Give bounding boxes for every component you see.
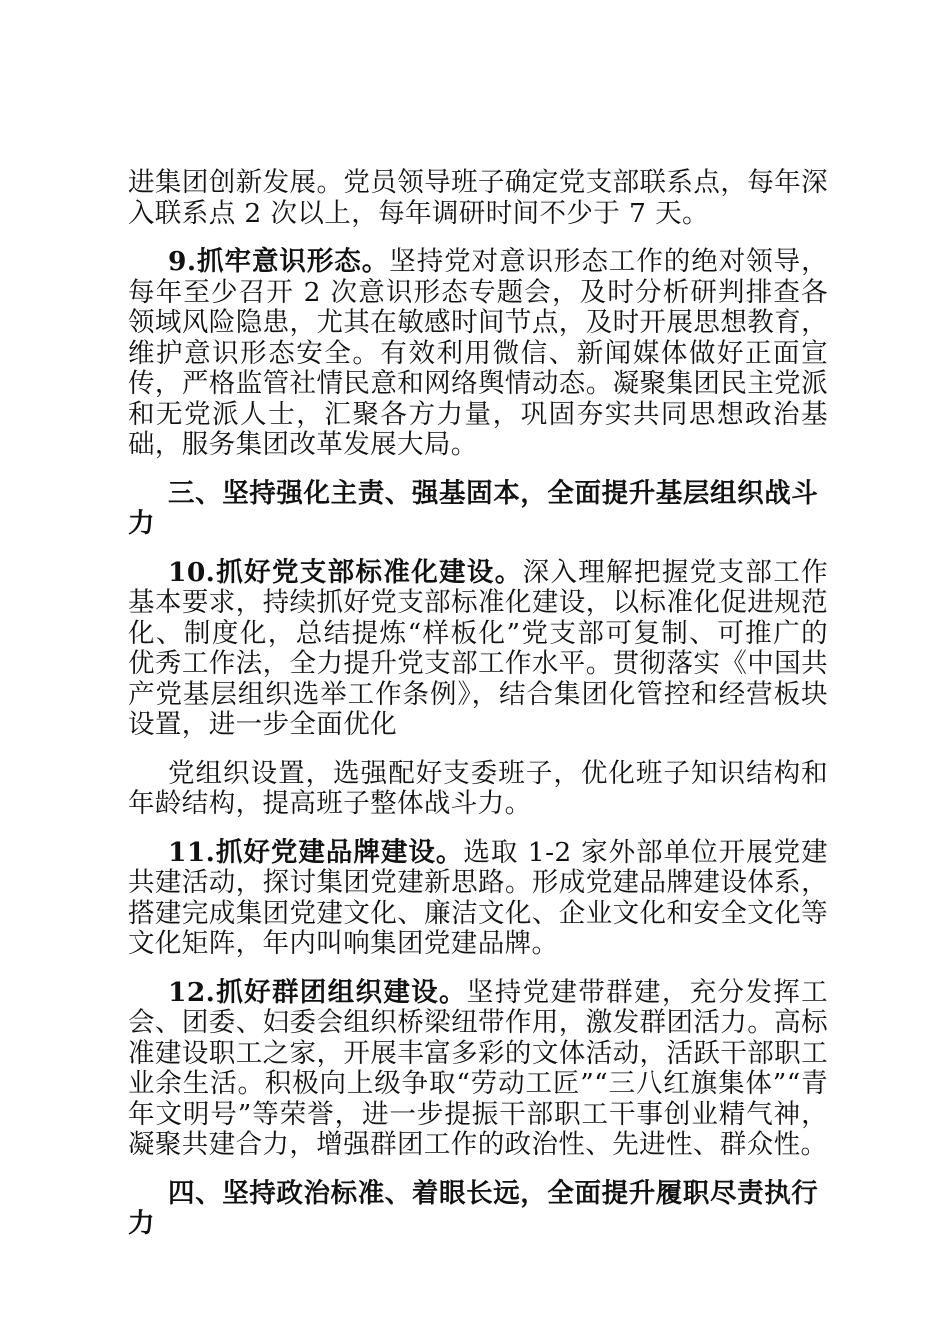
item-9-body: 坚持党对意识形态工作的绝对领导，每年至少召开 2 次意识形态专题会，及时分析研判排查各领域风险隐患，尤其在敏感时间节点，及时开展思想教育，维护意识形态安全。有效利用微信、新闻媒体做好正面宣传，严格监管社情民意和网络舆情动态。凝聚集团民主党派和无党派人士，汇聚各方力量，巩固夯实共同思想政治基础，服务集团改革发展大局。: [128, 246, 829, 460]
item-9-lead: 9.抓牢意识形态。: [168, 246, 390, 277]
continuation-paragraph: 党组织设置，选强配好支委班子，优化班子知识结构和年龄结构，提高班子整体战斗力。: [128, 757, 828, 819]
item-11-lead: 11.抓好党建品牌建设。: [168, 836, 464, 868]
item-10-lead: 10.抓好党支部标准化建设。: [168, 556, 523, 588]
item-10-body: 深入理解把握党支部工作基本要求，持续抓好党支部标准化建设，以标准化促进规范化、制度化，总结提炼“样板化”党支部可复制、可推广的优秀工作法，全力提升党支部工作水平。贯彻落实《中国共产党基层组织选举工作条例》，结合集团化管控和经营板块设置，进一步全面优化: [128, 556, 829, 740]
item-10-paragraph: [128, 558, 828, 741]
item-12-lead: 12.抓好群团组织建设。: [168, 976, 467, 1008]
section-3-heading: 三、坚持强化主责、强基固本，全面提升基层组织战斗力: [128, 477, 819, 539]
section-4-heading: 四、坚持政治标准、着眼长远，全面提升履职尽责执行力: [128, 1177, 819, 1239]
document-page: [128, 168, 828, 1258]
item-9-paragraph: [128, 247, 828, 461]
item-11-body: 选取 1-2 家外部单位开展党建共建活动，探讨集团党建新思路。形成党建品牌建设体系，搭建完成集团党建文化、廉洁文化、企业文化和安全文化等文化矩阵，年内叫响集团党建品牌。: [128, 836, 828, 959]
intro-paragraph: 进集团创新发展。党员领导班子确定党支部联系点，每年深入联系点 2 次以上，每年调研时间不少于 7 天。: [128, 167, 828, 229]
item-11-paragraph: [128, 838, 828, 960]
item-12-paragraph: [128, 978, 828, 1161]
item-12-body: 坚持党建带群建，充分发挥工会、团委、妇委会组织桥梁纽带作用，激发群团活力。高标准建设职工之家，开展丰富多彩的文体活动，活跃干部职工业余生活。积极向上级争取“劳动工匠”“三八红旗集体”“青年文明号”等荣誉，进一步提振干部职工干事创业精气神，凝聚共建合力，增强群团工作的政治性、先进性、群众性。: [128, 976, 829, 1160]
